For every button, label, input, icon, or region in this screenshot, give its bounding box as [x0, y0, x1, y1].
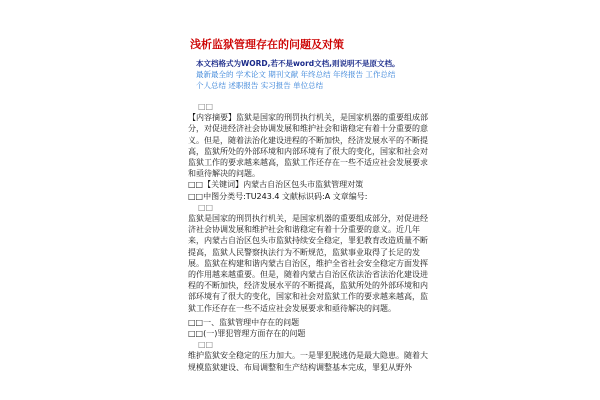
keywords-line: □□【关键词】内蒙古自治区包头市监狱管理对策 [188, 180, 364, 190]
blank-marks-3: □□ [198, 340, 214, 350]
document-meta [196, 58, 446, 91]
classification-line: □□中图分类号:TU243.4 文献标识码:A 文章编号: [188, 191, 368, 201]
abstract-paragraph: 【内容摘要】监狱是国家的刑罚执行机关，是国家机器的重要组成部分，对促进经济社会协调发展和维护社会和谐稳定有着十分重要的意义。但是，随着法治化建设进程的不断加快，经济发展水平的不断提高，监狱所处的外部环境和内部环境有了很大的变化，国家和社会对监狱工作的要求越来越高，监狱工作还存在一些不适应社会发展要求和亟待解决的问题。 [188, 113, 428, 179]
last-paragraph: 维护监狱安全稳定的压力加大。一是罪犯脱逃仍是最大隐患。随着大规模监狱建设、布局调整和生产结构调整基本完成，罪犯从野外 [188, 351, 428, 372]
meta-categories-line1[interactable]: 最新最全的 学术论文 期刊文献 年终总结 年终报告 工作总结 [196, 70, 396, 79]
section-heading-1: □□一、监狱管理中存在的问题 [188, 317, 300, 327]
document-title: 浅析监狱管理存在的问题及对策 [190, 38, 344, 51]
body-paragraph: 监狱是国家的刑罚执行机关，是国家机器的重要组成部分，对促进经济社会协调发展和维护社会和谐稳定有着十分重要的意义。近几年来，内蒙古自治区包头市监狱持续安全稳定，罪犯教育改造质量不断提高，监狱人民警察执法行为不断规范，监狱事业取得了长足的发展。监狱在构建和谐内蒙古自治区，维护全省社会安全稳定方面发挥的作用越来越重要。但是，随着内蒙古自治区依法治省法治化建设进程的不断加快，经济发展水平的不断提高，监狱所处的外部环境和内部环境有了很大的变化，国家和社会对监狱工作的要求越来越高，监狱工作还存在一些不适应社会发展要求和亟待解决的问题。 [188, 214, 428, 313]
blank-marks-2: □□ [198, 202, 214, 212]
document-body [188, 101, 428, 373]
blank-marks: □□ [198, 102, 214, 111]
meta-format-note: 本文档格式为WORD,若不是word文档,则说明不是原文档。 [196, 59, 400, 68]
section-heading-2: □□(一)罪犯管理方面存在的问题 [188, 329, 306, 339]
meta-categories-line2[interactable]: 个人总结 述职报告 实习报告 单位总结 [196, 81, 324, 90]
